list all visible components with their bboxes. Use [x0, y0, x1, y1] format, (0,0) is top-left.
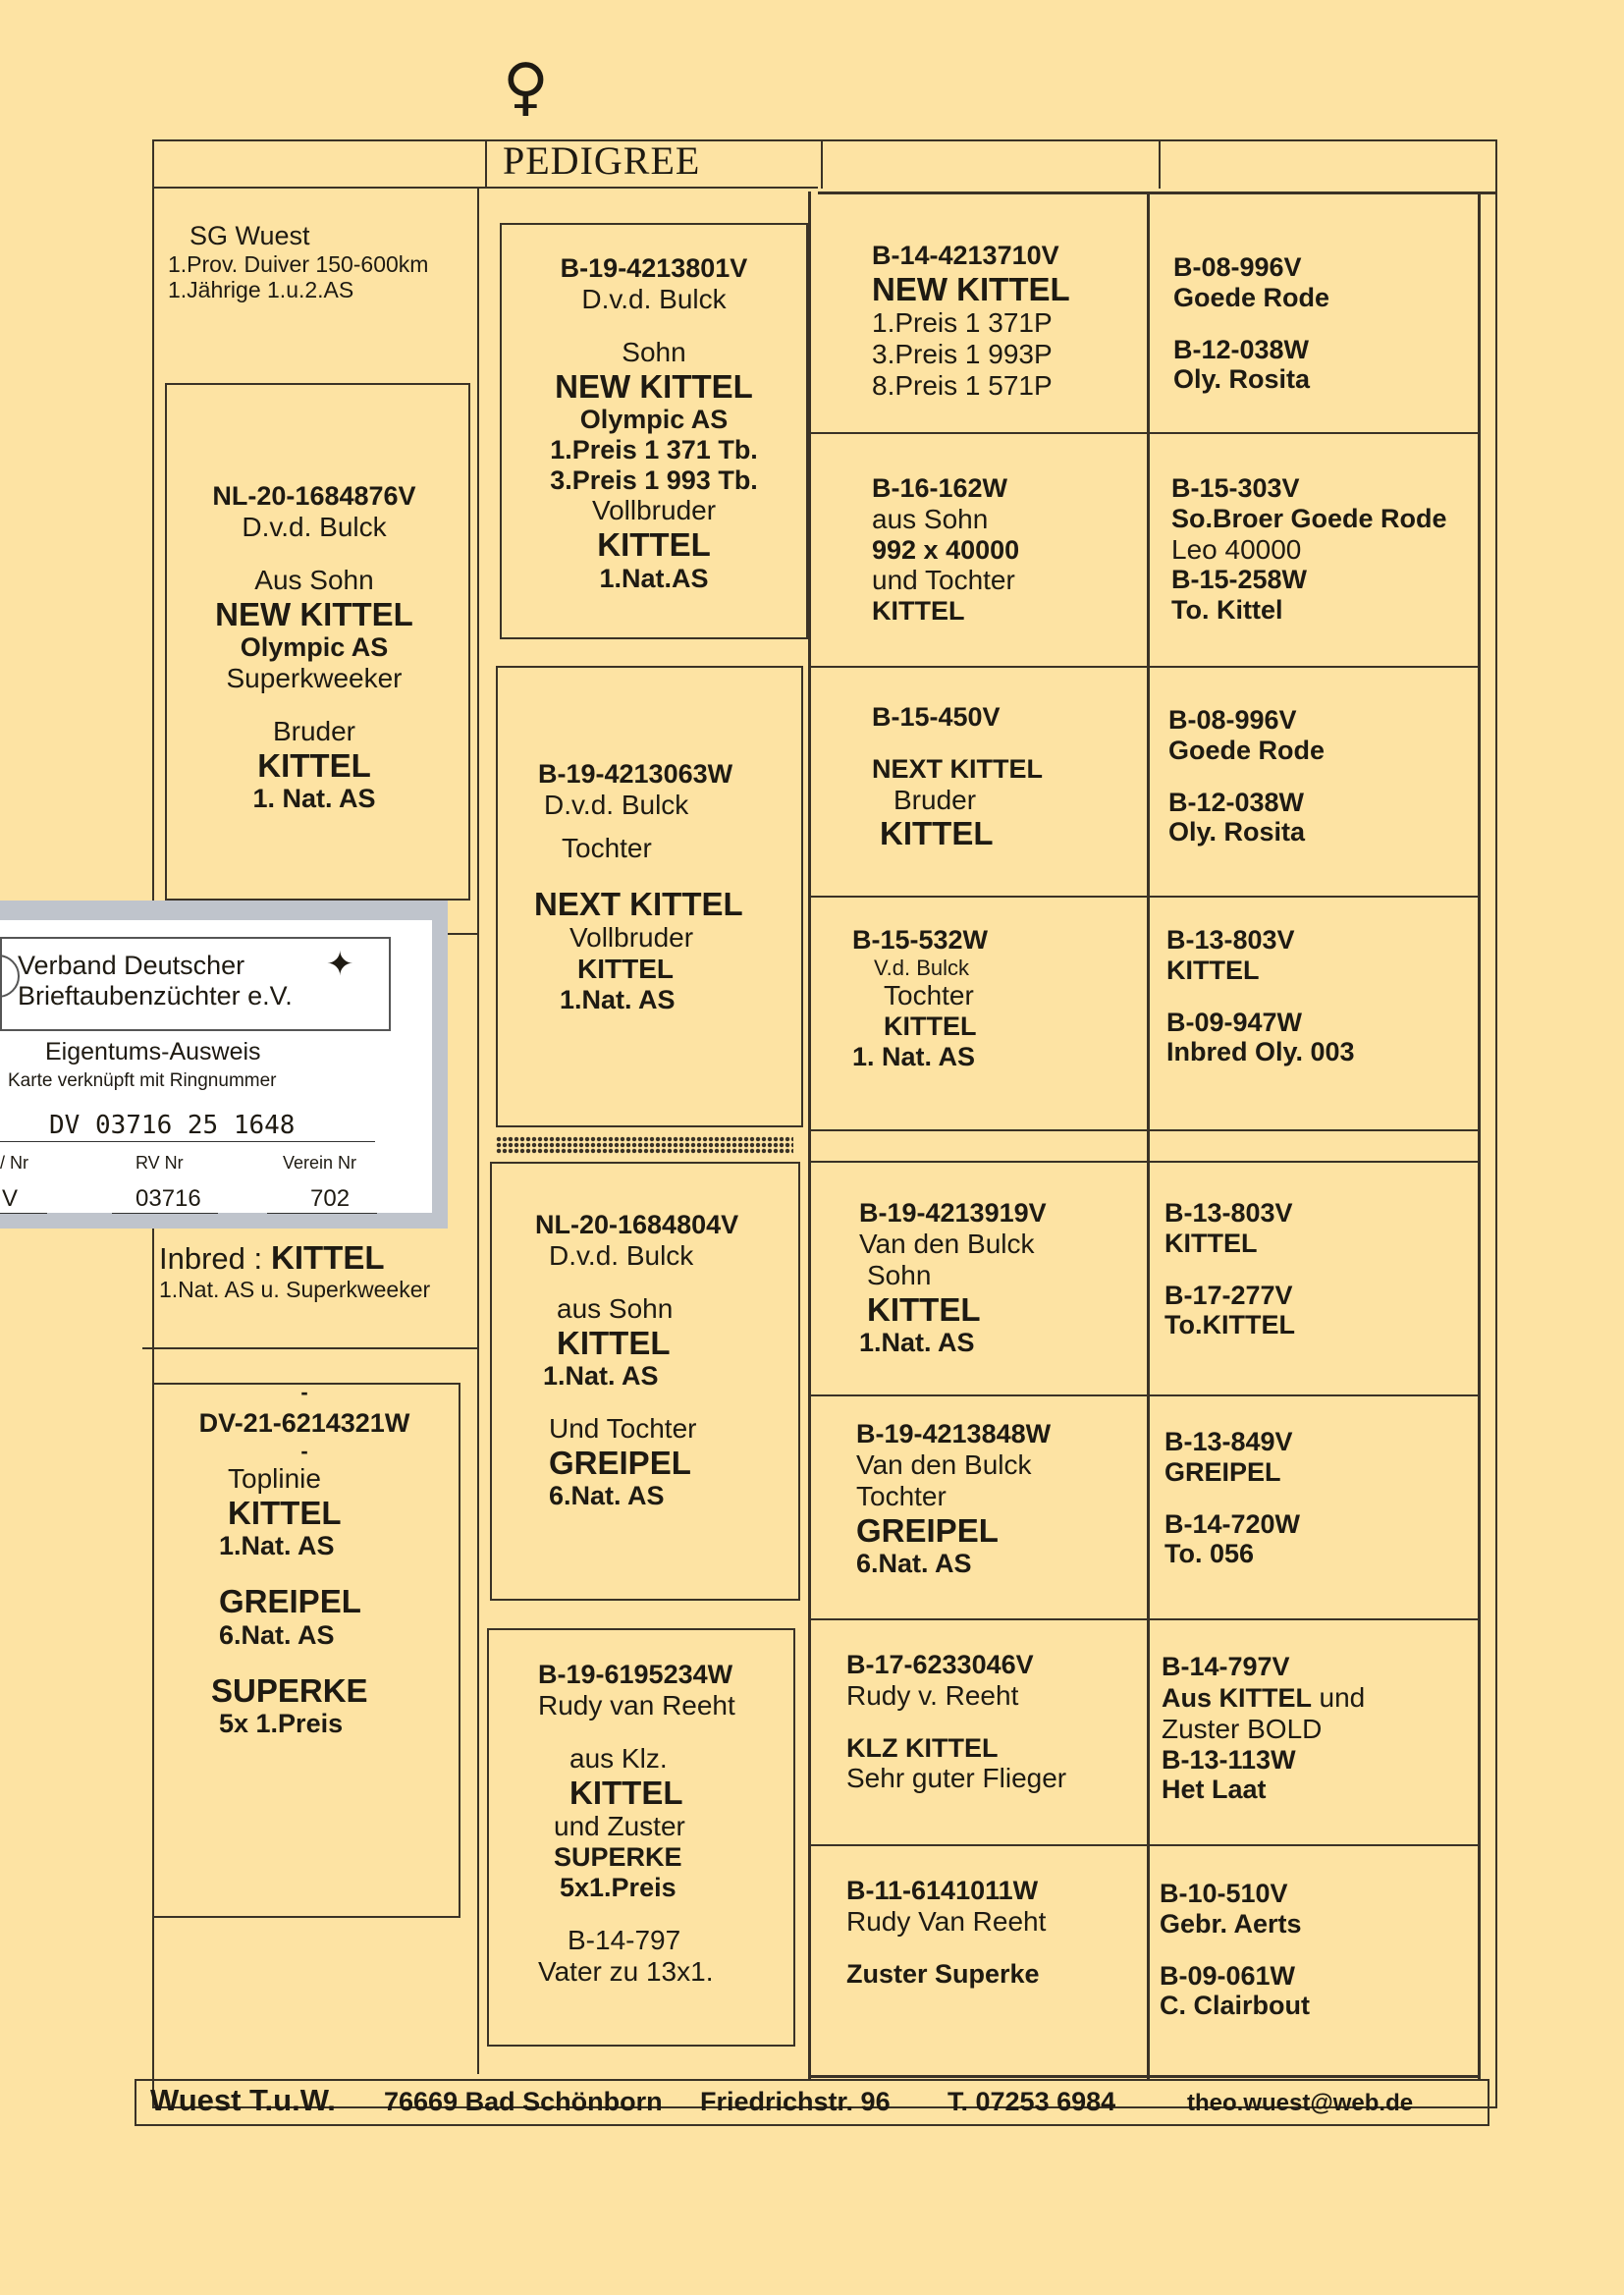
pigeon-name: SUPERKE: [211, 1671, 368, 1709]
doc-title: Eigentums-Ausweis: [45, 1038, 261, 1066]
title-text: 1.Nat. AS: [859, 1328, 975, 1358]
ring-number: B-12-038W: [1173, 334, 1310, 364]
ring-number: B-19-6195234W: [538, 1660, 733, 1689]
pigeon-name: Inbred Oly. 003: [1166, 1037, 1355, 1067]
pigeon-name: To. Kittel: [1171, 595, 1283, 626]
title-text: 1. Nat. AS: [252, 784, 376, 814]
col-label-verein: Verein Nr: [283, 1153, 357, 1173]
line-text: Tochter: [562, 832, 652, 863]
ring-number-value: DV 03716 25 1648: [49, 1111, 296, 1140]
doc-subtitle: Karte verknüpft mit Ringnummer: [8, 1070, 277, 1091]
value-nr: V: [2, 1185, 19, 1212]
title-text: 992 x 40000: [872, 534, 1020, 565]
value-underline: [267, 1213, 377, 1214]
title-text: 1.Preis 1 371 Tb.: [550, 434, 758, 464]
gen3-divider-7: [808, 1618, 1481, 1620]
line-text: und Zuster: [554, 1811, 685, 1842]
pigeon-name: Goede Rode: [1173, 282, 1330, 312]
title-text: Olympic AS: [579, 405, 729, 435]
value-underline: [0, 1213, 47, 1214]
footer-city: 76669 Bad Schönborn: [384, 2087, 663, 2116]
prize-text: 1.Preis 1 371P: [872, 307, 1053, 339]
title-text: 5x 1.Preis: [219, 1709, 344, 1739]
bottom-divider: [808, 2075, 1481, 2078]
ring-number: B-13-113W: [1162, 1744, 1296, 1775]
line-text: B-14-797: [568, 1924, 681, 1955]
gen3-divider-2: [808, 666, 1481, 668]
gen1-father: [167, 481, 461, 814]
line-text: aus Klz.: [569, 1742, 668, 1774]
ring-number: B-13-803V: [1164, 1198, 1293, 1228]
ring-number: B-15-532W: [852, 925, 989, 955]
pigeon-name: KITTEL: [597, 526, 711, 564]
pigeon-name: GREIPEL: [219, 1583, 361, 1620]
line-text: Vollbruder: [591, 495, 717, 526]
pigeon-name: C. Clairbout: [1160, 1991, 1310, 2021]
ring-number: B-09-947W: [1166, 1007, 1303, 1037]
gen3-entry-5: [859, 1198, 1047, 1358]
title-text: 6.Nat. AS: [856, 1549, 972, 1579]
col-divider-3: [1147, 191, 1150, 2079]
footer-name: Wuest T.u.W.: [150, 2083, 336, 2117]
gen1-separator-top: [447, 933, 479, 935]
breeder: D.v.d. Bulck: [242, 511, 387, 542]
gen3-divider-6: [808, 1394, 1481, 1396]
gen4-entry-7: [1162, 1652, 1365, 1805]
page-title: PEDIGREE: [503, 138, 701, 183]
ring-number: B-15-450V: [872, 702, 1001, 732]
org-logo-icon: [0, 955, 20, 998]
title-text: Olympic AS: [240, 632, 389, 663]
pigeon-name: KITTEL: [884, 1011, 977, 1041]
line-text: Sohn: [622, 336, 686, 367]
pigeon-name: Gebr. Aerts: [1160, 1908, 1302, 1939]
value-rv: 03716: [135, 1185, 201, 1212]
breeder: Van den Bulck: [856, 1448, 1032, 1480]
title-text: 1.Nat. AS: [219, 1531, 335, 1561]
gen3-entry-2: [872, 473, 1019, 627]
gen4-entry-1: [1173, 252, 1329, 395]
gen1-separator: [142, 1347, 479, 1349]
line-text: Sehr guter Flieger: [846, 1763, 1067, 1794]
line-text: Aus Sohn: [254, 564, 374, 595]
ring-number: B-13-803V: [1166, 925, 1295, 955]
pigeon-name: KITTEL: [228, 1494, 342, 1531]
line-text: Tochter: [884, 979, 974, 1011]
org-name-line2: Brieftaubenzüchter e.V.: [18, 981, 293, 1011]
pigeon-name: Aus KITTEL: [1162, 1682, 1312, 1713]
pigeon-name: KITTEL: [257, 746, 371, 784]
extra-text: Superkweeker: [226, 662, 403, 693]
inbred-label: Inbred :: [159, 1241, 263, 1276]
breeder: D.v.d. Bulck: [544, 789, 689, 820]
pigeon-name: GREIPEL: [856, 1511, 999, 1549]
inbred-text: 1.Nat. AS u. Superkweeker: [159, 1276, 431, 1302]
title-text: 6.Nat. AS: [219, 1619, 335, 1650]
pigeon-name: NEXT KITTEL: [534, 885, 743, 922]
title-text: 6.Nat. AS: [549, 1481, 665, 1511]
ring-number: B-11-6141011W: [846, 1876, 1039, 1905]
female-symbol-icon: ♀: [503, 51, 549, 124]
owner-info: [168, 221, 429, 302]
gen3-entry-1: [872, 241, 1070, 402]
inbred-info: [159, 1239, 430, 1302]
ring-number: B-08-996V: [1173, 252, 1302, 282]
pigeon-name: NEXT KITTEL: [872, 753, 1043, 784]
ring-number: B-15-303V: [1171, 473, 1300, 503]
ring-number: B-17-6233046V: [846, 1650, 1034, 1679]
pigeon-name: Het Laat: [1162, 1775, 1267, 1805]
ring-number: B-09-061W: [1160, 1960, 1296, 1991]
gen4-entry-6: [1164, 1427, 1300, 1569]
ring-number: B-19-4213919V: [859, 1198, 1047, 1228]
line-text: Vater zu 13x1.: [538, 1955, 714, 1987]
ring-number: B-08-996V: [1168, 705, 1297, 735]
gen3-divider-1: [808, 432, 1481, 434]
ring-number: B-17-277V: [1164, 1280, 1293, 1310]
ownership-card: [0, 901, 448, 1229]
pigeon-name: KITTEL: [271, 1239, 385, 1276]
line-text: Bruder: [272, 715, 356, 746]
col-label-rv: RV Nr: [135, 1153, 184, 1173]
gen3-divider-5: [808, 1161, 1481, 1163]
col-label-nr: / Nr: [0, 1153, 28, 1173]
header-col-sep-2: [821, 139, 823, 189]
pigeon-name: Goede Rode: [1168, 735, 1326, 765]
gen3-entry-6: [856, 1419, 1051, 1579]
ring-number: B-16-162W: [872, 473, 1008, 503]
title-text: 3.Preis 1 993 Tb.: [550, 464, 758, 495]
col-divider-1: [477, 189, 479, 2074]
ring-number: B-19-4213063W: [538, 759, 733, 789]
gen3-divider-4: [808, 1129, 1481, 1131]
prize-text: 8.Preis 1 571P: [872, 370, 1053, 402]
gen3-divider-8: [808, 1844, 1481, 1846]
dash: -: [300, 1380, 308, 1404]
footer-phone: T. 07253 6984: [947, 2087, 1116, 2116]
pigeon-name: GREIPEL: [1164, 1456, 1281, 1487]
gen2-entry-2: [534, 759, 803, 1015]
line-text: und: [1319, 1681, 1366, 1713]
gen3-entry-8: [846, 1876, 1046, 1989]
owner-achievement: 1.Prov. Duiver 150-600km: [168, 250, 429, 277]
header-divider-right: [818, 191, 1497, 194]
title-text: 1. Nat. AS: [852, 1041, 976, 1071]
gen3-entry-7: [846, 1650, 1066, 1794]
gen2-entry-1: [500, 253, 808, 594]
line-text: Bruder: [893, 784, 977, 815]
pigeon-name: So.Broer Goede Rode: [1171, 503, 1447, 533]
ownership-card-inner: [0, 920, 432, 1213]
pigeon-name: KLZ KITTEL: [846, 1732, 999, 1763]
ring-underline: [0, 1141, 375, 1142]
pigeon-name: To.KITTEL: [1164, 1310, 1295, 1340]
dash: -: [300, 1438, 308, 1463]
ring-number: B-19-4213801V: [560, 253, 748, 283]
pigeon-name: KITTEL: [1166, 955, 1260, 985]
ring-number: B-14-720W: [1164, 1508, 1301, 1539]
pigeon-name: NEW KITTEL: [215, 595, 413, 632]
line-text: aus Sohn: [557, 1292, 674, 1324]
header-col-sep-1: [485, 139, 487, 189]
title-text: 1.Nat.AS: [599, 564, 709, 593]
line-text: Und Tochter: [549, 1412, 697, 1444]
gen4-entry-8: [1160, 1879, 1310, 2021]
footer: [135, 2079, 1489, 2126]
breeder: D.v.d. Bulck: [581, 283, 727, 314]
line-text: Zuster BOLD: [1162, 1713, 1323, 1744]
gen4-entry-5: [1164, 1198, 1295, 1340]
pigeon-name: KITTEL: [867, 1290, 981, 1328]
breeder: V.d. Bulck: [874, 955, 970, 980]
title-text: 1.Nat. AS: [560, 985, 676, 1014]
line-text: Vollbruder: [569, 922, 694, 954]
title-text: 5x1.Preis: [560, 1872, 677, 1902]
gen3-entry-4: [852, 925, 988, 1071]
pigeon-name: KITTEL: [569, 1774, 683, 1811]
pigeon-name: KITTEL: [577, 954, 674, 985]
line-text: Leo 40000: [1171, 533, 1302, 565]
ring-number: B-13-849V: [1164, 1427, 1293, 1456]
pigeon-name: SUPERKE: [554, 1842, 682, 1873]
col-divider-2: [808, 191, 811, 2079]
gen3-entry-3: [872, 702, 1043, 852]
header-col-sep-3: [1159, 139, 1161, 189]
value-verein: 702: [310, 1185, 351, 1212]
breeder: D.v.d. Bulck: [549, 1239, 694, 1271]
gen2-entry-3: [535, 1210, 800, 1511]
line-text: Sohn: [867, 1259, 932, 1290]
ring-number: B-12-038W: [1168, 787, 1305, 817]
line-text: Toplinie: [228, 1462, 321, 1494]
gen4-entry-3: [1168, 705, 1325, 847]
owner-loft: SG Wuest: [189, 221, 310, 250]
pigeon-name: NEW KITTEL: [555, 367, 753, 405]
owner-achievement: 1.Jährige 1.u.2.AS: [168, 276, 354, 302]
organization-box: [0, 937, 391, 1031]
pigeon-name: KITTEL: [557, 1324, 671, 1361]
pigeon-name: Oly. Rosita: [1168, 817, 1306, 847]
dotted-separator: [496, 1136, 793, 1154]
gen4-entry-4: [1166, 925, 1355, 1067]
pigeon-name: Zuster Superke: [846, 1958, 1040, 1989]
pigeon-name: KITTEL: [872, 596, 965, 627]
breeder: Rudy van Reeht: [538, 1689, 735, 1721]
breeder: Rudy v. Reeht: [846, 1679, 1019, 1711]
org-name-line1: Verband Deutscher: [18, 951, 245, 980]
ring-number: B-19-4213848W: [856, 1419, 1052, 1448]
pigeon-name: NEW KITTEL: [872, 270, 1070, 307]
pigeon-name: To. 056: [1164, 1539, 1255, 1569]
line-text: Tochter: [856, 1480, 947, 1511]
line-text: und Tochter: [872, 565, 1015, 596]
gen1-mother: [157, 1380, 452, 1739]
ring-number: B-10-510V: [1160, 1879, 1288, 1908]
ring-number: B-14-4213710V: [872, 241, 1059, 270]
pigeon-name: GREIPEL: [549, 1444, 691, 1481]
ring-number: B-15-258W: [1171, 565, 1308, 595]
title-text: 1.Nat. AS: [543, 1361, 659, 1392]
gen4-entry-2: [1171, 473, 1447, 626]
pigeon-logo-icon: ✦: [326, 945, 354, 984]
pigeon-name: KITTEL: [1164, 1228, 1258, 1258]
gen2-entry-4: [538, 1660, 793, 1987]
line-text: aus Sohn: [872, 503, 989, 534]
ring-number: NL-20-1684876V: [212, 481, 416, 511]
breeder: Van den Bulck: [859, 1228, 1035, 1259]
pigeon-name: KITTEL: [880, 815, 994, 852]
value-underline: [112, 1213, 218, 1214]
pigeon-name: Oly. Rosita: [1173, 364, 1311, 395]
prize-text: 3.Preis 1 993P: [872, 339, 1053, 370]
col-divider-right: [1478, 191, 1481, 2079]
footer-street: Friedrichstr. 96: [700, 2087, 891, 2116]
footer-email: theo.wuest@web.de: [1187, 2090, 1414, 2116]
gen3-divider-3: [808, 896, 1481, 898]
ring-number: NL-20-1684804V: [535, 1210, 739, 1239]
ring-number: DV-21-6214321W: [198, 1408, 410, 1439]
breeder: Rudy Van Reeht: [846, 1905, 1047, 1937]
ring-number: B-14-797V: [1162, 1652, 1290, 1681]
